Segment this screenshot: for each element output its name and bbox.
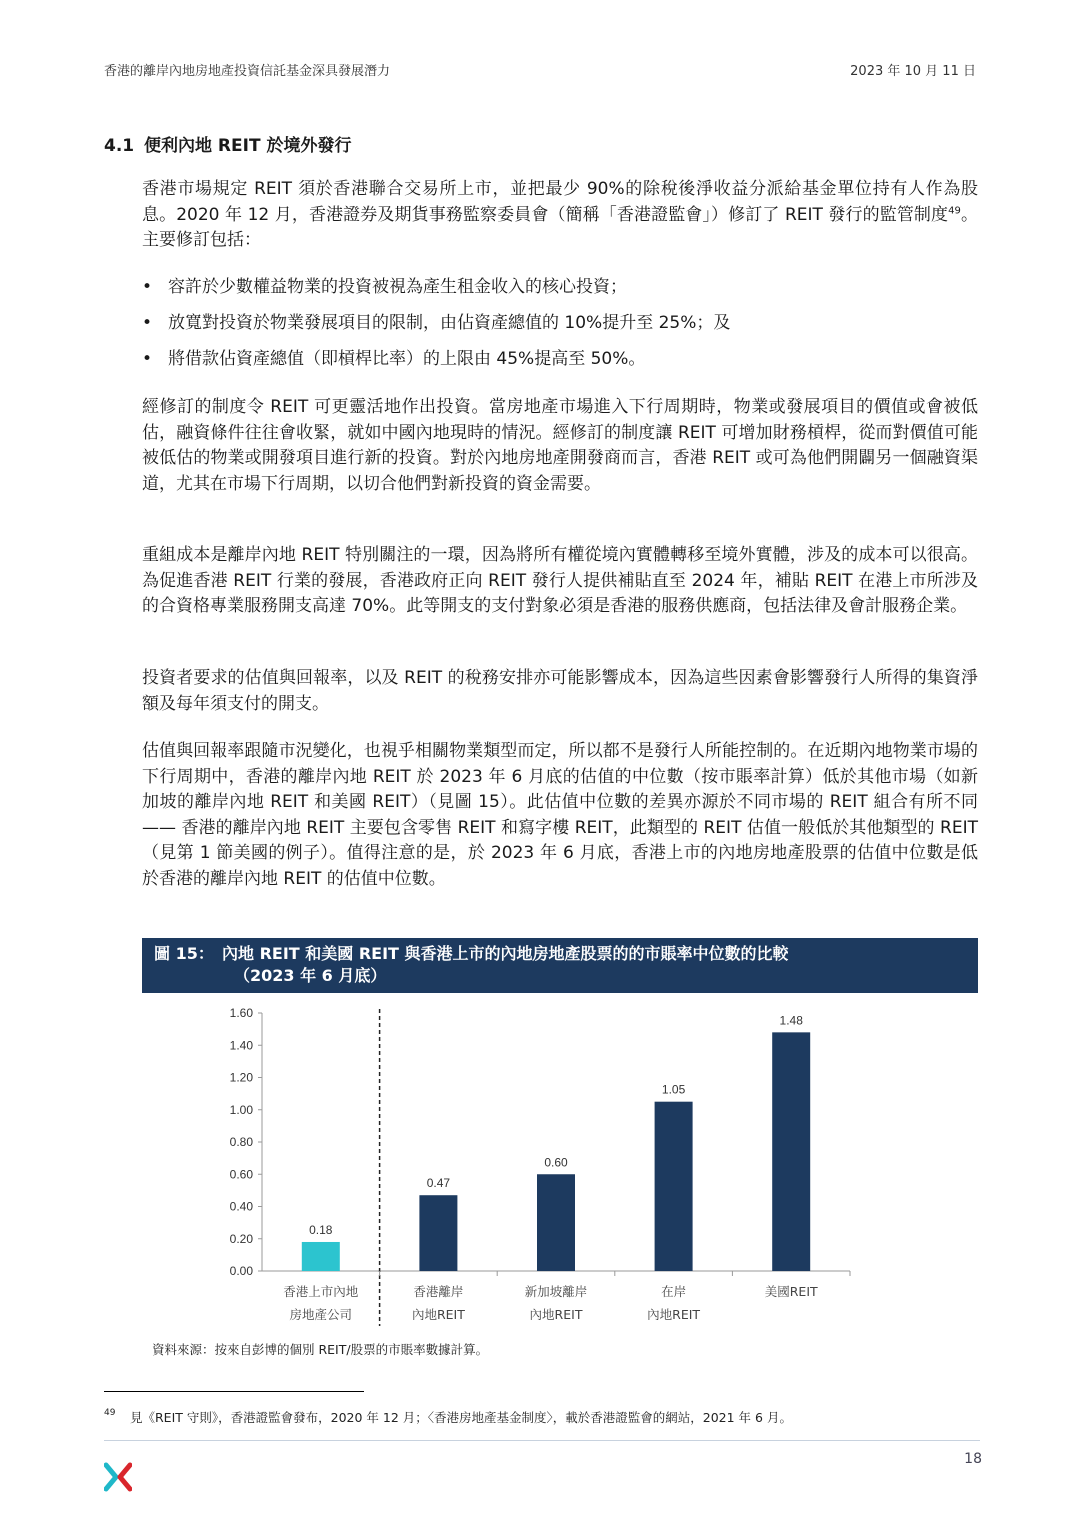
x-category-label: 內地REIT: [411, 1307, 465, 1322]
y-tick-label: 0.60: [229, 1167, 253, 1182]
document-date: 2023 年 10 月 11 日: [850, 64, 976, 79]
figure-subtitle: （2023 年 6 月底）: [234, 966, 387, 985]
y-tick-label: 0.00: [229, 1264, 253, 1278]
pb-ratio-bar-chart: [142, 1000, 978, 1335]
section-title: 便利內地 REIT 於境外發行: [144, 136, 352, 156]
x-category-label: 內地REIT: [647, 1307, 701, 1322]
figure-label: 圖 15：: [154, 944, 214, 963]
footer-divider: [104, 1440, 980, 1441]
y-tick-label: 0.20: [229, 1231, 253, 1246]
x-category-label: 美國REIT: [764, 1284, 818, 1299]
paragraph-3: 重組成本是離岸內地 REIT 特別關注的一環，因為將所有權從境內實體轉移至境外實體，涉及的成本可以很高。為促進香港 REIT 行業的發展，香港政府正向 REIT 發行人提供補貼直至 2024 年，補貼 REIT 在港上市所涉及的合資格專業服務開支高達 70%。此等開支的支付對象必須是香港的服務供應商，包括法律及會計服務企業。: [142, 545, 978, 616]
paragraph-4: 投資者要求的估值與回報率，以及 REIT 的稅務安排亦可能影響成本，因為這些因素會影響發行人所得的集資淨額及每年須支付的開支。: [142, 668, 978, 714]
y-tick-label: 1.40: [229, 1038, 253, 1053]
hkex-logo-icon: [104, 1462, 132, 1492]
list-item: • 放寬對投資於物業發展項目的限制，由佔資產總值的 10%提升至 25%；及: [142, 310, 978, 346]
bar: [655, 1102, 693, 1271]
section-heading: [104, 131, 351, 156]
x-category-label: 香港上市內地: [283, 1284, 359, 1299]
paragraph-1-tail: 。主要修訂包括：: [142, 204, 978, 250]
y-tick-label: 0.40: [229, 1199, 253, 1214]
x-category-label: 在岸: [661, 1284, 687, 1299]
figure-title: 內地 REIT 和美國 REIT 與香港上市的內地房地產股票的的市賬率中位數的比較: [222, 944, 789, 963]
y-tick-label: 1.00: [229, 1102, 253, 1117]
x-category-label: 新加坡離岸: [524, 1284, 588, 1299]
list-item: • 將借款佔資產總值（即槓桿比率）的上限由 45%提高至 50%。: [142, 346, 978, 382]
paragraph-5: 估值與回報率跟隨市況變化，也視乎相關物業類型而定，所以都不是發行人所能控制的。在近期內地物業市場的下行周期中，香港的離岸內地 REIT 於 2023 年 6 月底的估值的中位數（按市賬率計算）低於其他市場（如新加坡的離岸內地 REIT 和美國 REIT）（見圖 15）。此估值中位數的差異亦源於不同市場的 REIT 組合有所不同 —— 香港的離岸內地 REIT 主要包含零售 REIT 和寫字樓 REIT，此類型的 REIT 估值一般低於其他類型的 REIT（見第 1 節美國的例子）。值得注意的是，於 2023 年 6 月底，香港上市的內地房地產股票的估值中位數是低於香港的離岸內地 REIT 的估值中位數。: [142, 741, 978, 889]
paragraph-1: [142, 177, 978, 254]
footnote-text: 見《REIT 守則》，香港證監會發布，2020 年 12 月；〈香港房地產基金制度〉，載於香港證監會的網站，2021 年 6 月。: [130, 1410, 792, 1425]
document-title: 香港的離岸內地房地產投資信託基金深具發展潛力: [104, 64, 391, 79]
y-tick-label: 1.60: [229, 1006, 253, 1020]
x-category-label: 房地產公司: [289, 1307, 353, 1322]
bar: [772, 1032, 810, 1271]
bar-value-label: 0.18: [309, 1222, 333, 1237]
footnote-divider: [104, 1391, 364, 1392]
bar-value-label: 1.05: [661, 1082, 686, 1097]
x-category-label: 內地REIT: [529, 1307, 583, 1322]
bar: [302, 1242, 340, 1271]
footnote: [104, 1408, 792, 1426]
page-number: 18: [964, 1451, 982, 1467]
footnote-ref-49[interactable]: 49: [948, 204, 961, 216]
bar-value-label: 1.48: [779, 1013, 803, 1028]
footnote-number: 49: [104, 1408, 116, 1418]
figure-source: 資料來源：按來自彭博的個別 REIT/股票的市賬率數據計算。: [152, 1342, 489, 1357]
x-category-label: 香港離岸: [413, 1284, 464, 1299]
bar: [419, 1195, 457, 1271]
bar-value-label: 0.47: [426, 1176, 451, 1191]
paragraph-1-text: 香港市場規定 REIT 須於香港聯合交易所上市，並把最少 90%的除稅後淨收益分派給基金單位持有人作為股息。2020 年 12 月，香港證券及期貨事務監察委員會（簡稱「香港證監會」）修訂了 REIT 發行的監管制度: [142, 179, 978, 225]
section-number: 4.1: [104, 136, 135, 156]
y-tick-label: 1.20: [229, 1070, 253, 1085]
bar: [537, 1174, 575, 1271]
figure-banner: [142, 938, 978, 993]
amendment-list: [142, 274, 978, 382]
paragraph-2: 經修訂的制度令 REIT 可更靈活地作出投資。當房地產市場進入下行周期時，物業或發展項目的價值或會被低估，融資條件往往會收緊，就如中國內地現時的情況。經修訂的制度讓 REIT 可增加財務槓桿，從而對價值可能被低估的物業或開發項目進行新的投資。對於內地房地產開發商而言，香港 REIT 或可為他們開闢另一個融資渠道，尤其在市場下行周期，以切合他們對新投資的資金需要。: [142, 397, 978, 494]
list-item: • 容許於少數權益物業的投資被視為產生租金收入的核心投資；: [142, 274, 978, 310]
bar-value-label: 0.60: [544, 1155, 568, 1170]
y-tick-label: 0.80: [229, 1135, 253, 1149]
